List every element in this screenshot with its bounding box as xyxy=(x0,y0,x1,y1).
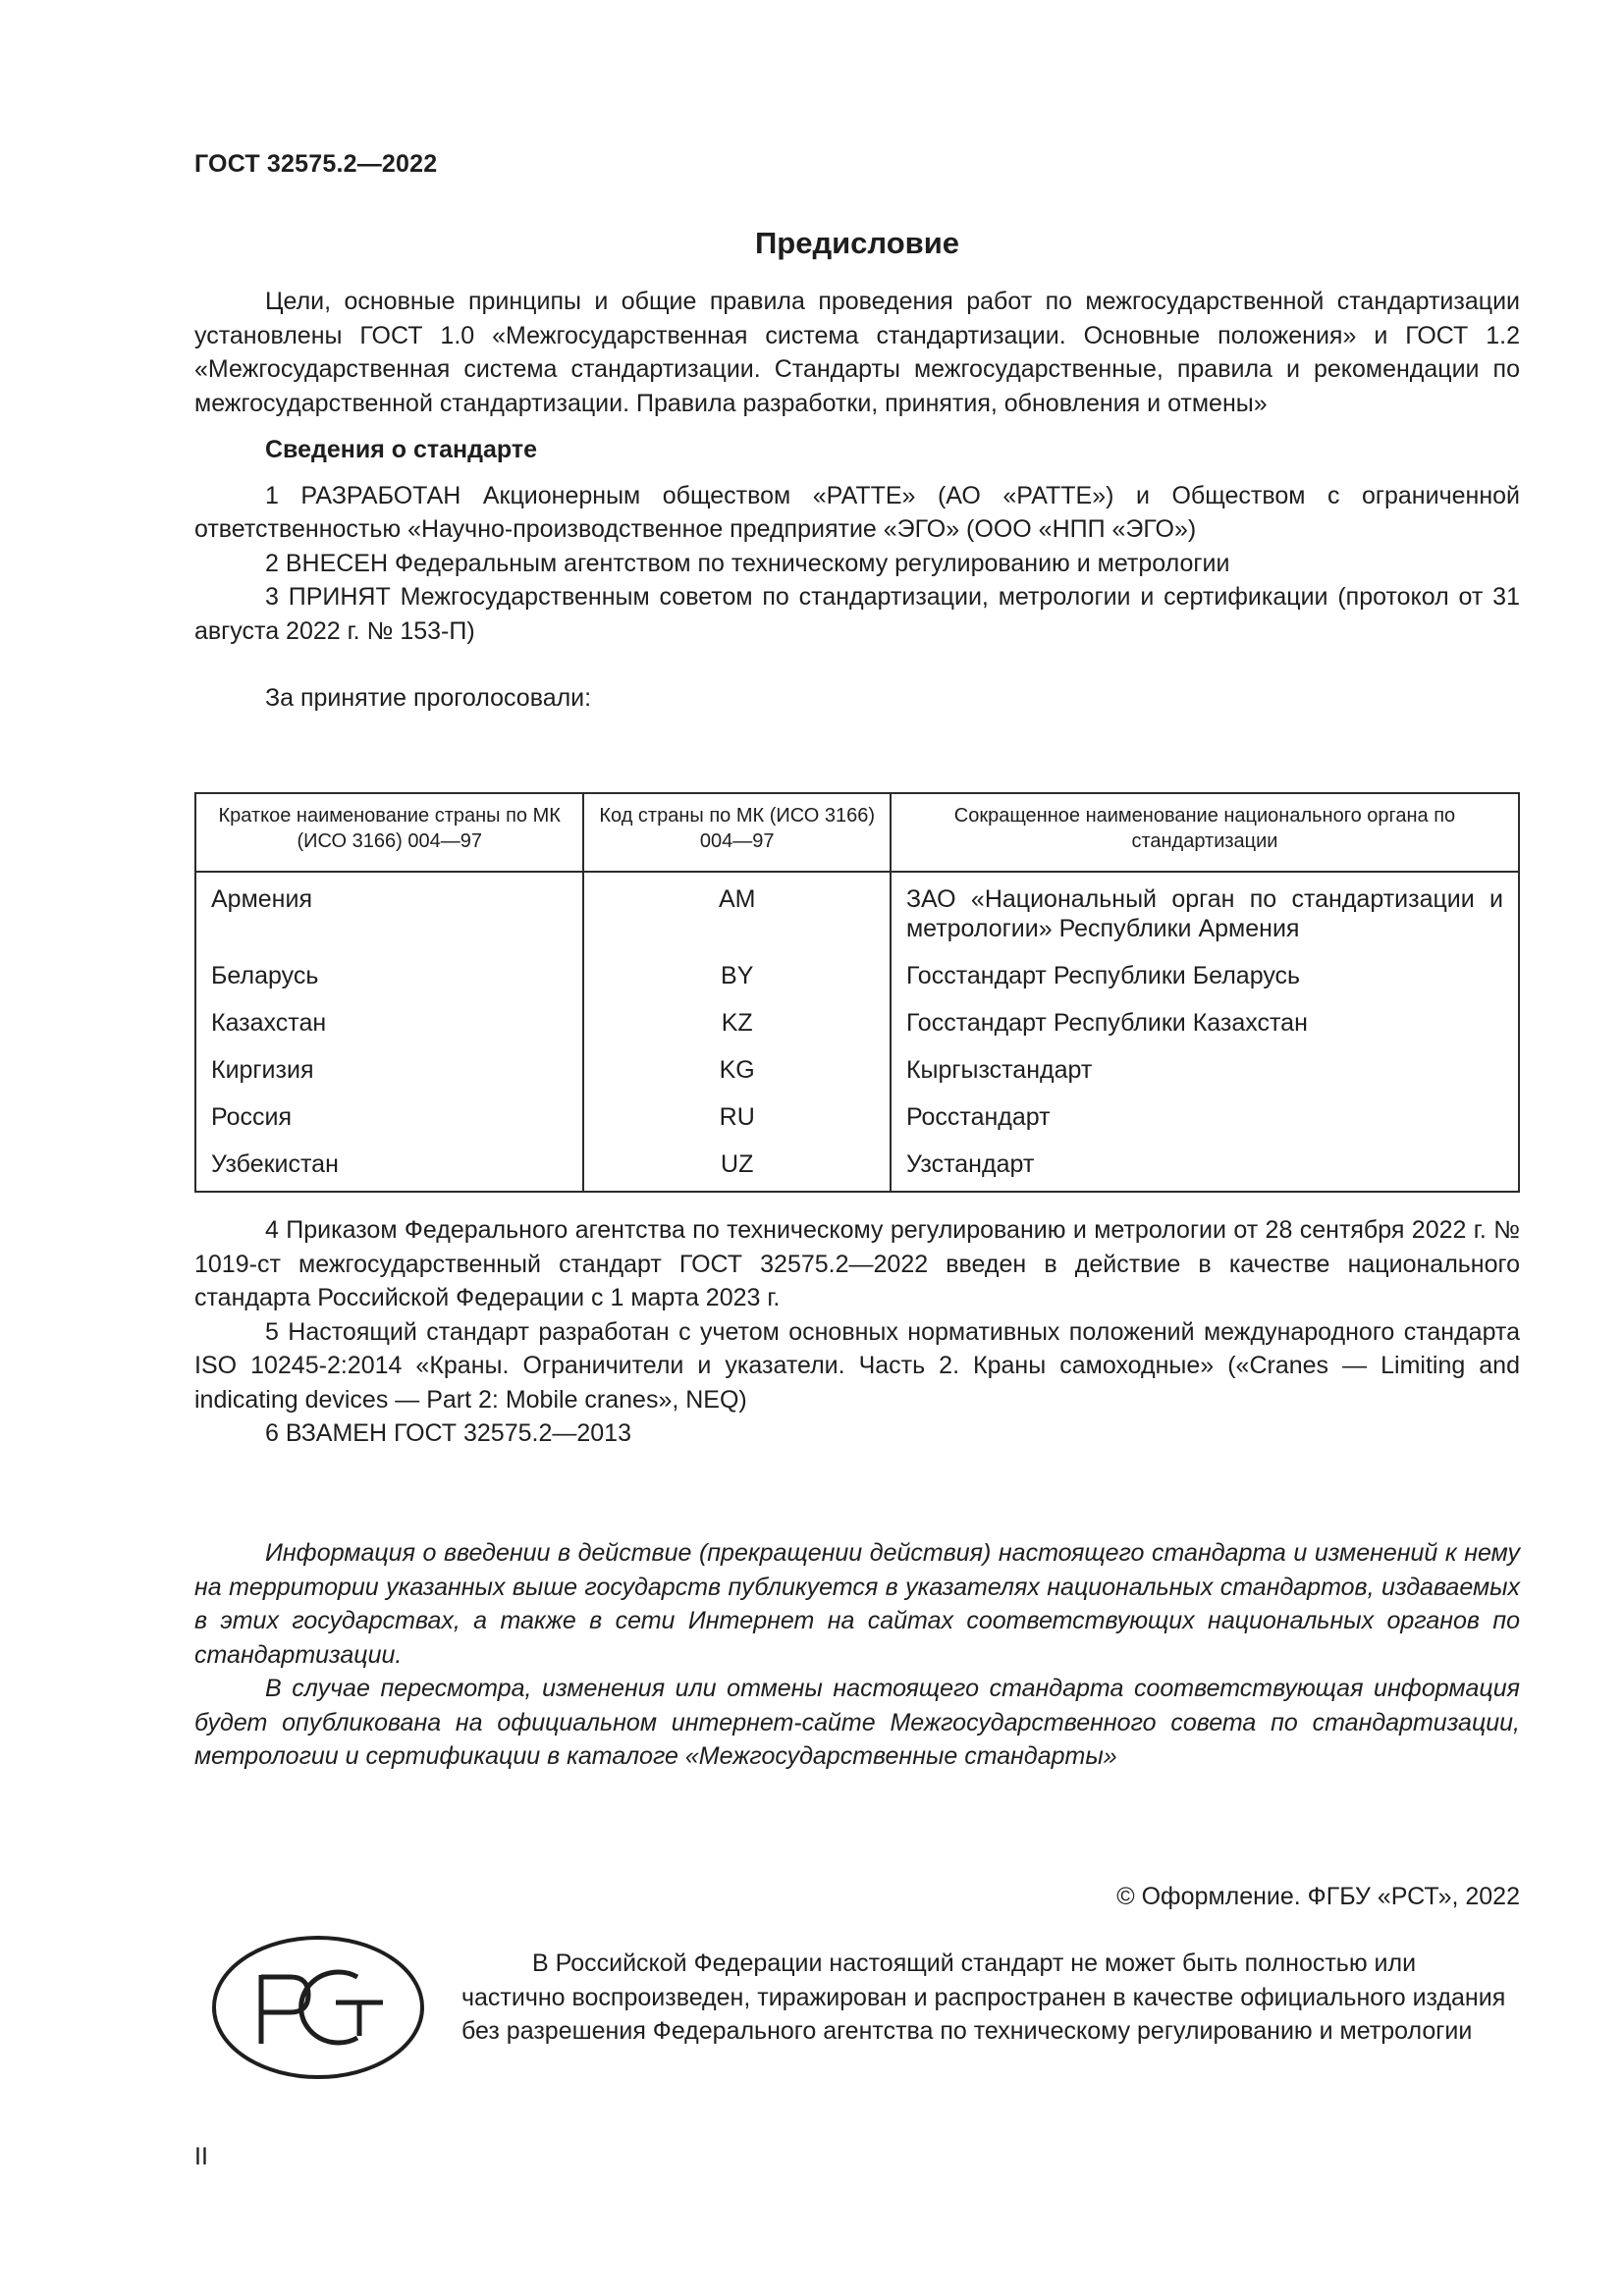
table-row xyxy=(195,1145,1519,1192)
reproduction-rights-notice xyxy=(461,1947,1520,2049)
table-row xyxy=(195,956,1519,1003)
rights-text: В Российской Федерации настоящий стандарт не может быть полностью или частично воспроизведен, тиражирован и распространен в качестве официального издания без разрешения Федерального агентства по техническому регулированию и метрологии xyxy=(461,1949,1506,2045)
column-header-body: Сокращенное наименование национального органа по стандартизации xyxy=(891,793,1519,872)
table-row xyxy=(195,872,1519,956)
rst-certification-mark-icon xyxy=(210,1934,426,2081)
voting-countries-table xyxy=(194,792,1520,1193)
country-cell: Казахстан xyxy=(195,1003,583,1050)
code-cell: RU xyxy=(583,1097,890,1145)
info-item-3: 3 ПРИНЯТ Межгосударственным советом по стандартизации, метрологии и сертификации (протокол от 31 августа 2022 г. № 153-П) xyxy=(194,583,1520,645)
table-row xyxy=(195,1097,1519,1145)
column-header-country: Краткое наименование страны по МК (ИСО 3166) 004—97 xyxy=(195,793,583,872)
body-cell: ЗАО «Национальный орган по стандартизации и метрологии» Республики Армения xyxy=(891,872,1519,956)
standard-info-heading: Сведения о стандарте xyxy=(265,436,538,463)
code-cell: AM xyxy=(583,872,890,956)
code-cell: BY xyxy=(583,956,890,1003)
info-item-1: 1 РАЗРАБОТАН Акционерным обществом «РАТТЕ» (АО «РАТТЕ») и Обществом с ограниченной ответственностью «Научно-производственное предприятие «ЭГО» (ООО «НПП «ЭГО») xyxy=(194,481,1520,543)
copyright-line: © Оформление. ФГБУ «РСТ», 2022 xyxy=(1116,1883,1520,1910)
code-cell: KG xyxy=(583,1050,890,1097)
foreword-section xyxy=(194,285,1520,716)
country-cell: Россия xyxy=(195,1097,583,1145)
column-header-code: Код страны по МК (ИСО 3166) 004—97 xyxy=(583,793,890,872)
notice-paragraph-1: Информация о введении в действие (прекращении действия) настоящего стандарта и изменений к нему на территории указанных выше государств публикуется в указателях национальных стандартов, издаваемых в этих государствах, а также в сети Интернет на сайтах соответствующих национальных органов по стандартизации. xyxy=(194,1539,1520,1669)
notice-paragraph-2: В случае пересмотра, изменения или отмены настоящего стандарта соответствующая информация будет опубликована на официальном интернет-сайте Межгосударственного совета по стандартизации, метрологии и сертификации в каталоге «Межгосударственные стандарты» xyxy=(194,1675,1520,1770)
info-item-2: 2 ВНЕСЕН Федеральным агентством по техническому регулированию и метрологии xyxy=(265,549,1230,577)
voted-label: За принятие проголосовали: xyxy=(265,684,592,712)
body-cell: Госстандарт Республики Казахстан xyxy=(891,1003,1519,1050)
info-item-4: 4 Приказом Федерального агентства по техническому регулированию и метрологии от 28 сентября 2022 г. № 1019-ст межгосударственный стандарт ГОСТ 32575.2—2022 введен в действие в качестве национального стандарта Российской Федерации с 1 марта 2023 г. xyxy=(194,1216,1520,1311)
foreword-intro: Цели, основные принципы и общие правила проведения работ по межгосударственной стандартизации установлены ГОСТ 1.0 «Межгосударственная система стандартизации. Основные положения» и ГОСТ 1.2 «Межгосударственная система стандартизации. Стандарты межгосударственные, правила и рекомендации по межгосударственной стандартизации. Правила разработки, принятия, обновления и отмены» xyxy=(194,288,1520,417)
country-cell: Беларусь xyxy=(195,956,583,1003)
code-cell: KZ xyxy=(583,1003,890,1050)
table-header-row xyxy=(195,793,1519,872)
table-row xyxy=(195,1003,1519,1050)
info-item-5: 5 Настоящий стандарт разработан с учетом основных нормативных положений международного стандарта ISO 10245-2:2014 «Краны. Ограничители и указатели. Часть 2. Краны самоходные» («Cranes — Limiting and indicating devices — Part 2: Mobile cranes», NEQ) xyxy=(194,1317,1520,1414)
country-cell: Узбекистан xyxy=(195,1145,583,1192)
body-cell: Госстандарт Республики Беларусь xyxy=(891,956,1519,1003)
country-cell: Киргизия xyxy=(195,1050,583,1097)
document-id-header: ГОСТ 32575.2—2022 xyxy=(194,150,438,178)
country-cell: Армения xyxy=(195,872,583,956)
foreword-title: Предисловие xyxy=(754,226,959,260)
page-number: II xyxy=(194,2143,208,2170)
body-cell: Росстандарт xyxy=(891,1097,1519,1145)
body-cell: Узстандарт xyxy=(891,1145,1519,1192)
publication-notice xyxy=(194,1536,1520,1774)
code-cell: UZ xyxy=(583,1145,890,1192)
info-item-6: 6 ВЗАМЕН ГОСТ 32575.2—2013 xyxy=(265,1419,631,1447)
table-row xyxy=(195,1050,1519,1097)
body-cell: Кыргызстандарт xyxy=(891,1050,1519,1097)
adoption-items-section xyxy=(194,1213,1520,1451)
